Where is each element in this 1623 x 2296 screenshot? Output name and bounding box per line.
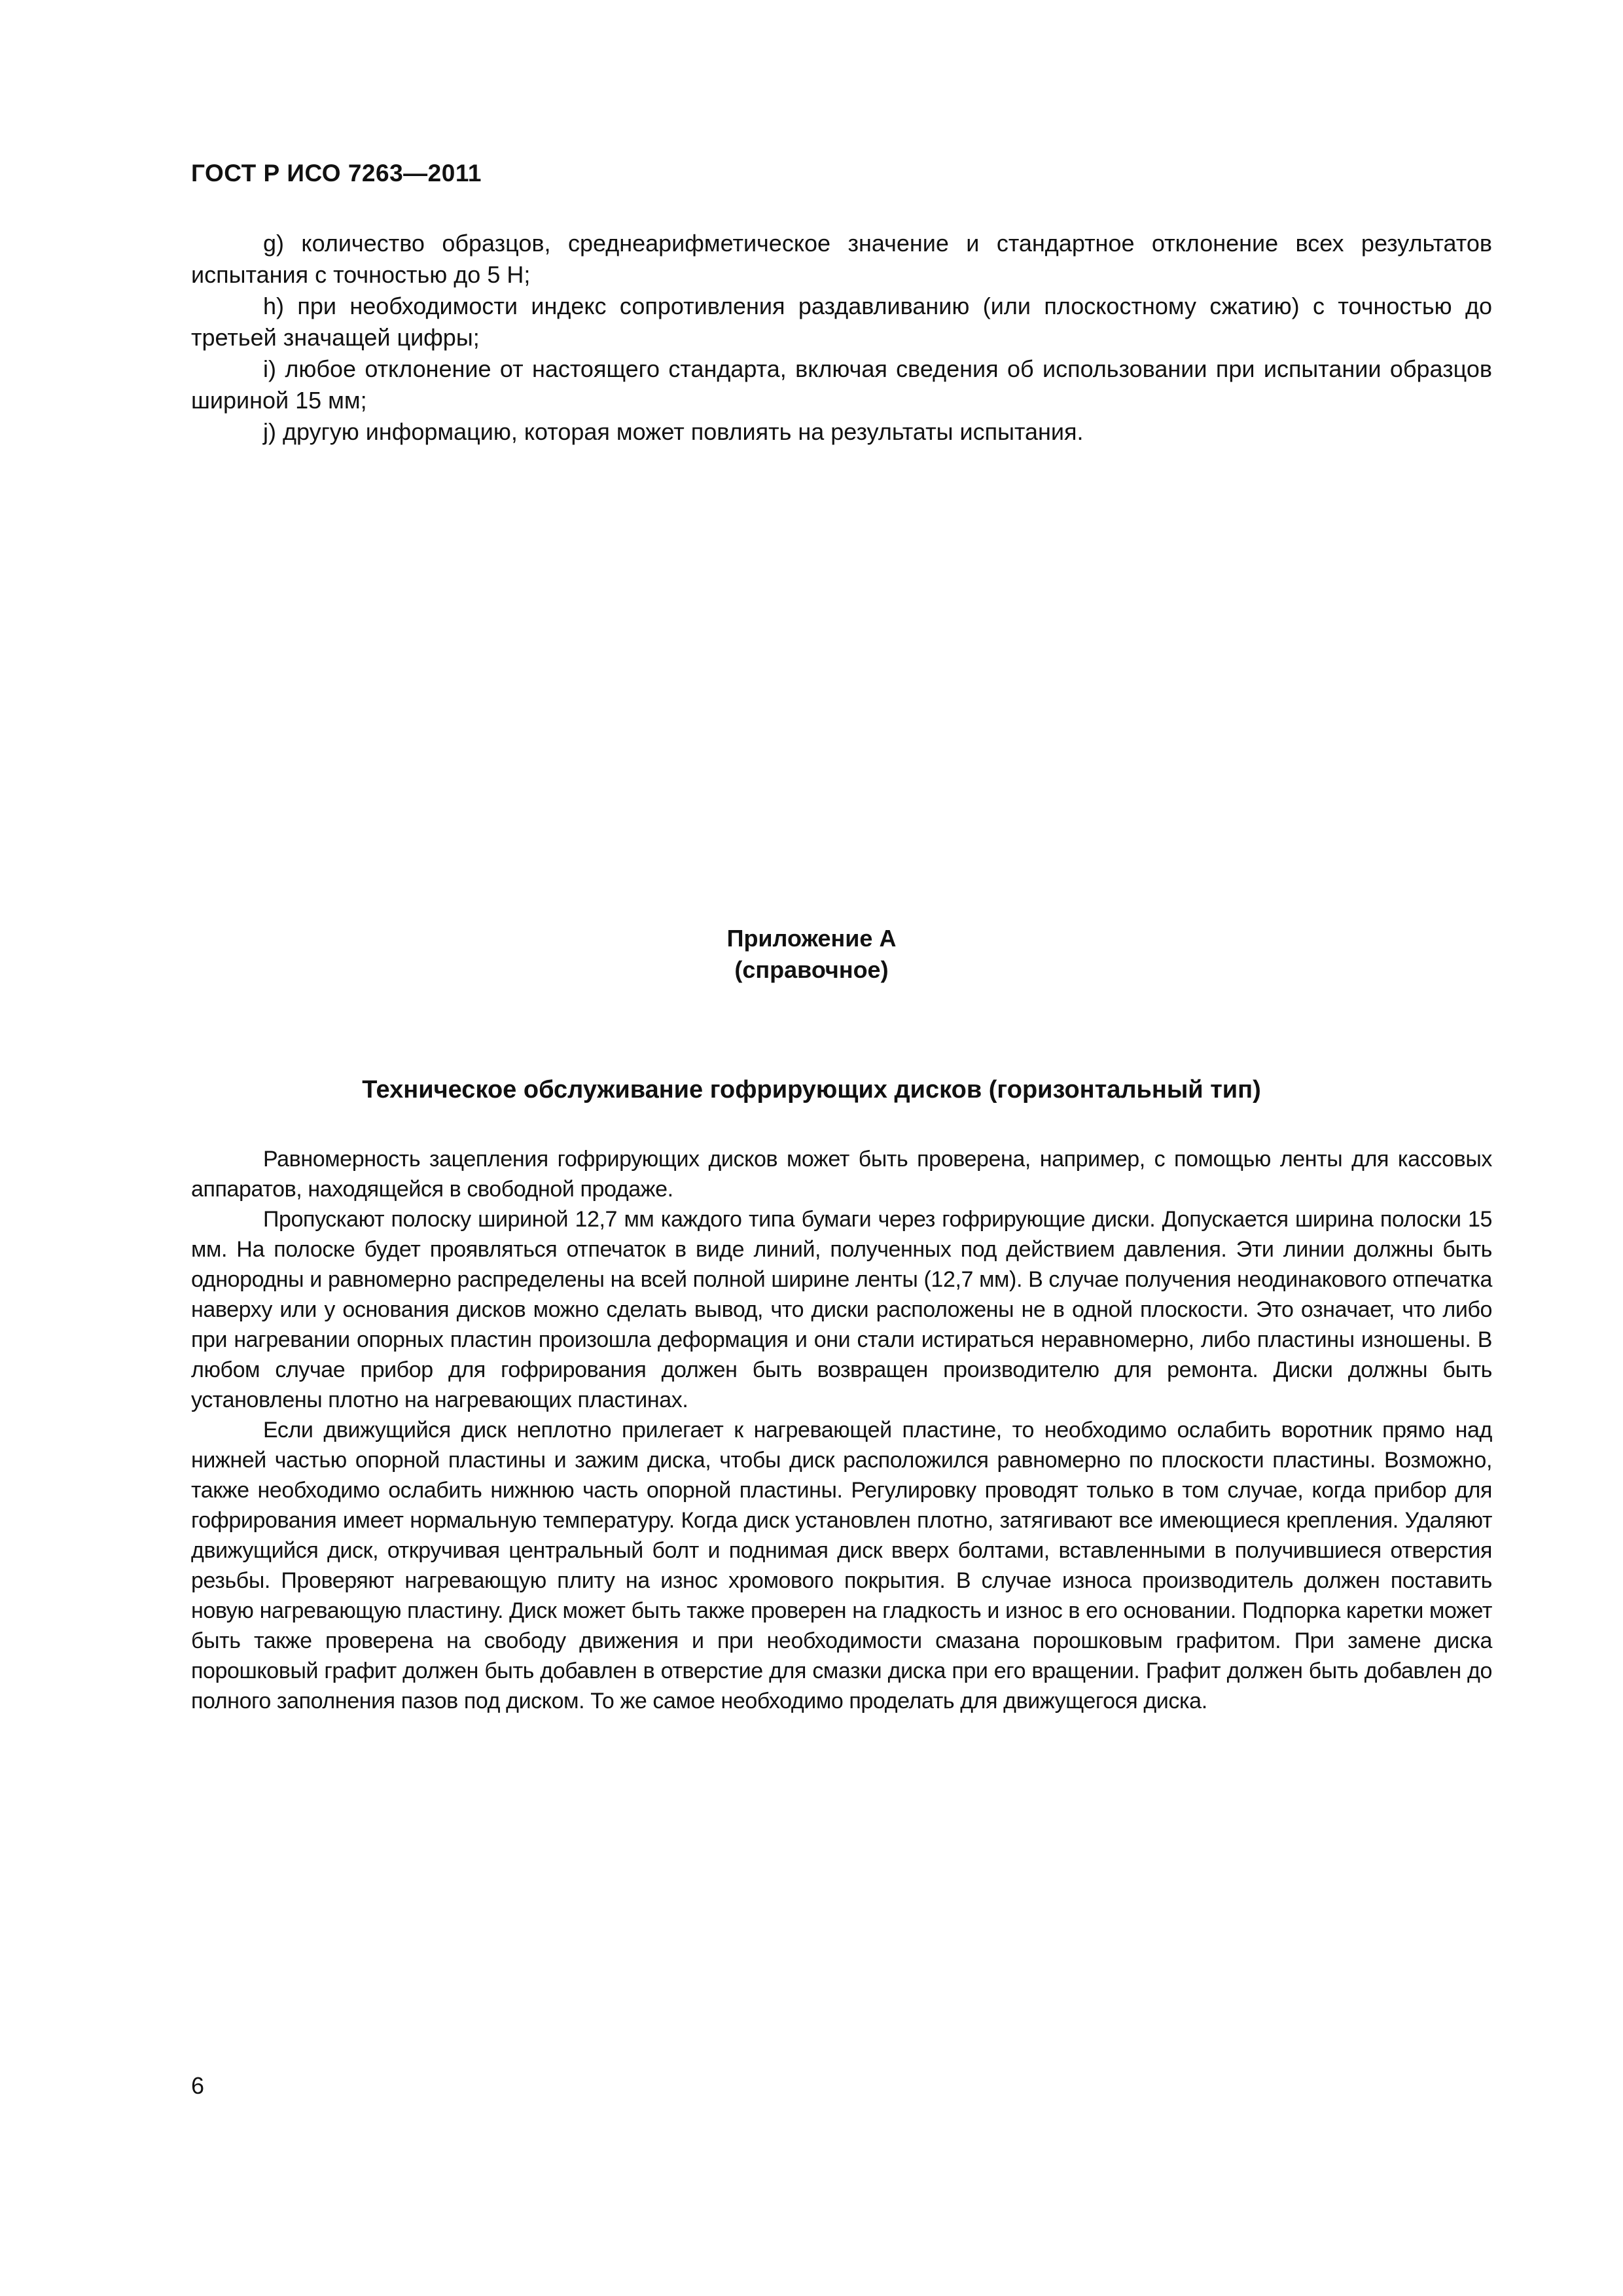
- list-item: j) другую информацию, которая может повлиять на результаты испытания.: [263, 418, 1084, 445]
- body-paragraph: Пропускают полоску шириной 12,7 мм каждого типа бумаги через гофрирующие диски. Допускается ширина полоски 15 мм. На полоске будет проявляться отпечаток в виде линий, полученных под действием давления. Эти линии должны быть однородны и равномерно распределены на всей полной ширине ленты (12,7 мм). В случае получения неодинакового отпечатка наверху или у основания дисков можно сделать вывод, что диски расположены не в одной плоскости. Это означает, что либо при нагревании опорных пластин произошла деформация и они стали истираться неравномерно, либо пластины изношены. В любом случае прибор для гофрирования должен быть возвращен производителю для ремонта. Диски должны быть установлены плотно на нагревающих пластинах.: [191, 1207, 1492, 1412]
- report-items-list: [191, 228, 1492, 448]
- body-paragraph: Равномерность зацепления гофрирующих дисков может быть проверена, например, с помощью ленты для кассовых аппаратов, находящейся в свободной продаже.: [191, 1147, 1492, 1202]
- list-item: h) при необходимости индекс сопротивления раздавливанию (или плоскостному сжатию) с точностью до третьей значащей цифры;: [191, 293, 1492, 351]
- page-number: 6: [191, 2072, 205, 2099]
- appendix-title: Техническое обслуживание гофрирующих дисков (горизонтальный тип): [362, 1076, 1261, 1103]
- appendix-heading: [0, 923, 1623, 986]
- document-header: ГОСТ Р ИСО 7263—2011: [191, 160, 482, 187]
- list-item: i) любое отклонение от настоящего стандарта, включая сведения об использовании при испытании образцов шириной 15 мм;: [191, 355, 1492, 414]
- appendix-type: (справочное): [734, 956, 889, 983]
- body-paragraph: Если движущийся диск неплотно прилегает к нагревающей пластине, то необходимо ослабить воротник прямо над нижней частью опорной пластины и зажим диска, чтобы диск расположился равномерно по плоскости пластины. Возможно, также необходимо ослабить нижнюю часть опорной пластины. Регулировку проводят только в том случае, когда прибор для гофрирования имеет нормальную температуру. Когда диск установлен плотно, затягивают все имеющиеся крепления. Удаляют движущийся диск, откручивая центральный болт и поднимая диск вверх болтами, вставленными в получившиеся отверстия резьбы. Проверяют нагревающую плиту на износ хромового покрытия. В случае износа производитель должен поставить новую нагревающую пластину. Диск может быть также проверен на гладкость и износ в его основании. Подпорка каретки может быть также проверена на свободу движения и при необходимости смазана порошковым графитом. При замене диска порошковый графит должен быть добавлен в отверстие для смазки диска при его вращении. Графит должен быть добавлен до полного заполнения пазов под диском. То же самое необходимо проделать для движущегося диска.: [191, 1418, 1492, 1713]
- list-item: g) количество образцов, среднеарифметическое значение и стандартное отклонение всех результатов испытания с точностью до 5 Н;: [191, 230, 1492, 288]
- appendix-body: [191, 1144, 1492, 1716]
- appendix-label: Приложение А: [726, 925, 897, 952]
